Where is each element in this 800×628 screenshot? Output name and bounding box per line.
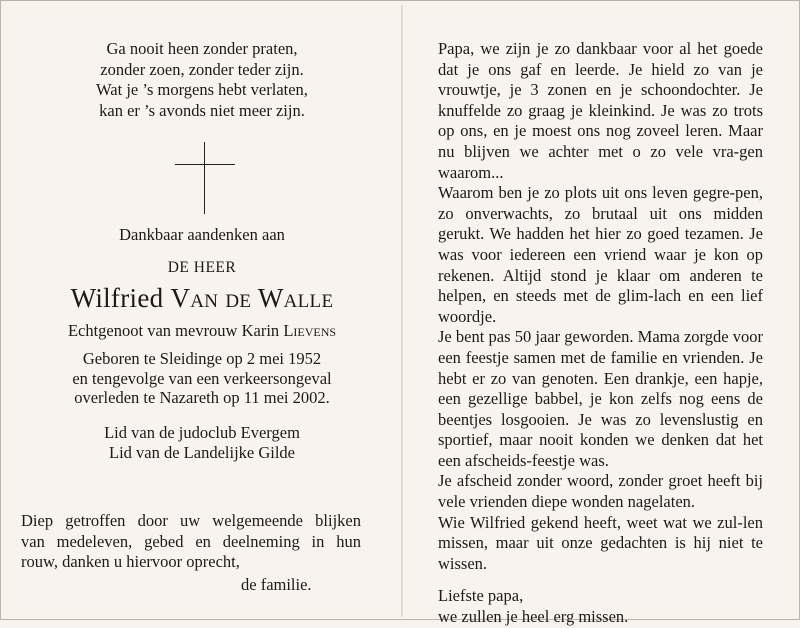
tribute-paragraph: Je afscheid zonder woord, zonder groet heeft bij vele vrienden diepe wonden nagelaten. xyxy=(438,471,763,512)
right-panel xyxy=(438,39,763,628)
poem xyxy=(21,39,383,121)
deceased-last-name: Van de Walle xyxy=(170,283,334,313)
thanks-line: rouw, danken u hiervoor oprecht, xyxy=(21,552,240,571)
closing xyxy=(438,586,763,627)
memberships xyxy=(21,423,383,462)
thanks-line: van medeleven, gebed en deelneming in hun xyxy=(21,531,361,551)
tribute-paragraph: Je bent pas 50 jaar geworden. Mama zorgde voor een feestje samen met de familie en vrienden. Je hebt er zo van genoten. Een drankje, een hapje, een gezellige babbel, je kon zelfs nog eens de beentjes losgooien. Je was zo levenslustig en sportief, maar nooit konden we denken dat het een afscheids-feestje was. xyxy=(438,327,763,470)
memory-line: Dankbaar aandenken aan xyxy=(119,225,285,244)
closing-line: we zullen je heel erg missen. xyxy=(438,607,629,627)
fact-line: overleden te Nazareth op 11 mei 2002. xyxy=(74,388,330,407)
life-facts xyxy=(21,349,383,408)
tribute-text xyxy=(438,39,763,574)
honorific: DE HEER xyxy=(167,259,237,276)
tribute-paragraph: Wie Wilfried gekend heeft, weet wat we zul-len missen, maar uit onze gedachten is hij niet te wissen. xyxy=(438,512,763,573)
left-panel xyxy=(21,39,383,594)
cross-icon xyxy=(175,142,235,214)
fact-line: Geboren te Sleidinge op 2 mei 1952 xyxy=(82,349,322,368)
tribute-paragraph: Papa, we zijn je zo dankbaar voor al het goede dat je ons gaf en leerde. Je hield zo van je vrouwtje, je 3 zonen en je schoondochter. Je knuffelde zo graag je kleinkind. Je was zo trots op ons, en je moest ons nog zoveel leren. Maar nu blijven we achter met o zo vele vra-gen waarom... xyxy=(438,39,763,182)
tribute-paragraph: Waarom ben je zo plots uit ons leven gegre-pen, zo onverwachts, zo brutaal uit ons midden gerukt. We hadden het hier zo goed tezamen. Je was voor iedereen een vriend waar je kon op rekenen. Altijd stond je klaar om anderen te helpen, en steeds met de glim-lach en een lief woordje. xyxy=(438,183,763,326)
poem-line: zonder zoen, zonder teder zijn. xyxy=(100,59,304,79)
club-line: Lid van de judoclub Evergem xyxy=(104,423,300,442)
poem-line: Wat je ’s morgens hebt verlaten, xyxy=(96,80,308,99)
poem-line: Ga nooit heen zonder praten, xyxy=(106,39,298,58)
club-line: Lid van de Landelijke Gilde xyxy=(108,442,296,462)
closing-line: Liefste papa, xyxy=(438,586,524,606)
thanks-line: Diep getroffen door uw welgemeende blijken xyxy=(21,511,361,530)
card-fold xyxy=(401,5,403,617)
deceased-name xyxy=(21,283,383,314)
spouse-prefix: Echtgenoot van mevrouw xyxy=(67,321,238,340)
fact-line: en tengevolge van een verkeersongeval xyxy=(72,368,332,388)
thanks-text xyxy=(21,511,361,573)
spouse-line xyxy=(21,321,383,341)
deceased-first-name: Wilfried xyxy=(70,283,164,313)
spouse-last-name: Lievens xyxy=(283,321,337,340)
signature: de familie. xyxy=(241,575,312,594)
poem-line: kan er ’s avonds niet meer zijn. xyxy=(99,100,305,120)
spouse-first-name: Karin xyxy=(241,321,280,340)
